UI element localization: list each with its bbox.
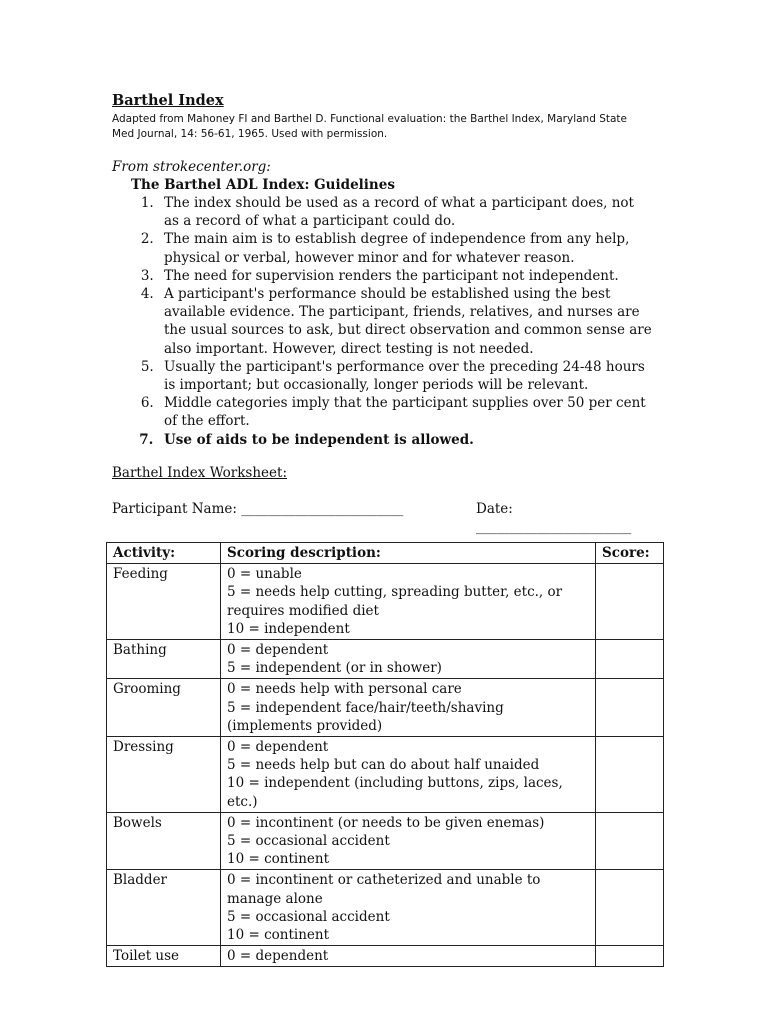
score-option: 5 = occasional accident [227, 908, 390, 925]
worksheet-title: Barthel Index Worksheet: [112, 464, 287, 481]
description-header: Scoring description: [221, 543, 596, 564]
description-cell [221, 640, 596, 679]
guidelines-list [112, 194, 653, 449]
score-cell[interactable] [596, 946, 664, 967]
activity-cell: Dressing [107, 737, 221, 813]
score-option: 0 = unable [227, 566, 302, 583]
table-row [107, 679, 664, 737]
description-cell [221, 737, 596, 813]
description-cell [221, 812, 596, 870]
score-option: 5 = independent (or in shower) [227, 660, 442, 677]
score-option: 0 = incontinent or catheterized and unable to manage alone [227, 872, 541, 907]
guideline-item: 3. The need for supervision renders the participant not independent. [158, 267, 653, 285]
score-header: Score: [596, 543, 664, 564]
table-row [107, 812, 664, 870]
guideline-item: 4. A participant's performance should be established using the best available evidence. The participant, friends, relatives, and nurses are the usual sources to ask, but direct observation and common sense are also important. However, direct testing is not needed. [158, 285, 653, 358]
activity-cell: Toilet use [107, 946, 221, 967]
description-cell [221, 946, 596, 967]
table-row [107, 564, 664, 640]
date-field[interactable]: Date: _______________________ [476, 500, 632, 535]
score-option: 0 = dependent [227, 948, 329, 965]
page-title: Barthel Index [112, 92, 224, 109]
score-option: 0 = dependent [227, 642, 329, 659]
guideline-item: 5. Usually the participant's performance over the preceding 24-48 hours is important; but occasionally, longer periods will be relevant. [158, 358, 653, 394]
score-cell[interactable] [596, 640, 664, 679]
activity-cell: Bowels [107, 812, 221, 870]
activity-cell: Feeding [107, 564, 221, 640]
score-cell[interactable] [596, 812, 664, 870]
description-cell [221, 870, 596, 946]
score-option: 5 = occasional accident [227, 833, 390, 850]
table-header-row [107, 543, 664, 564]
guidelines-heading: The Barthel ADL Index: Guidelines [131, 177, 395, 193]
score-option: 10 = continent [227, 927, 330, 944]
score-cell[interactable] [596, 564, 664, 640]
score-option: 5 = independent face/hair/teeth/shaving (implements provided) [227, 699, 504, 734]
score-option: 5 = needs help cutting, spreading butter, etc., or requires modified diet [227, 584, 563, 619]
table-row [107, 640, 664, 679]
source-note: From strokecenter.org: [112, 159, 271, 175]
guideline-item: 2. The main aim is to establish degree of independence from any help, physical or verbal, however minor and for whatever reason. [158, 230, 653, 266]
score-option: 5 = needs help but can do about half unaided [227, 757, 540, 774]
form-fields [112, 500, 672, 535]
citation: Adapted from Mahoney FI and Barthel D. Functional evaluation: the Barthel Index, Maryland State Med Journal, 14: 56-61, 1965. Used with permission. [112, 113, 627, 140]
score-option: 0 = needs help with personal care [227, 681, 462, 698]
document-page [112, 92, 672, 535]
description-cell [221, 679, 596, 737]
participant-name-field[interactable]: Participant Name: ________________________ [112, 500, 404, 517]
table-row [107, 737, 664, 813]
guideline-item: 1. The index should be used as a record of what a participant does, not as a record of what a participant could do. [158, 194, 653, 230]
score-option: 10 = independent [227, 620, 350, 637]
score-option: 10 = continent [227, 851, 330, 868]
table-row [107, 946, 664, 967]
score-cell[interactable] [596, 679, 664, 737]
activity-header: Activity: [107, 543, 221, 564]
description-cell [221, 564, 596, 640]
activity-cell: Bladder [107, 870, 221, 946]
guideline-item: 7. Use of aids to be independent is allowed. [158, 431, 653, 449]
score-cell[interactable] [596, 737, 664, 813]
activity-cell: Bathing [107, 640, 221, 679]
table-row [107, 870, 664, 946]
barthel-worksheet-table [106, 542, 664, 967]
activity-cell: Grooming [107, 679, 221, 737]
score-option: 0 = dependent [227, 739, 329, 756]
guideline-item: 6. Middle categories imply that the participant supplies over 50 per cent of the effort. [158, 394, 653, 430]
score-option: 10 = independent (including buttons, zips, laces, etc.) [227, 775, 563, 810]
score-cell[interactable] [596, 870, 664, 946]
score-option: 0 = incontinent (or needs to be given enemas) [227, 814, 545, 831]
